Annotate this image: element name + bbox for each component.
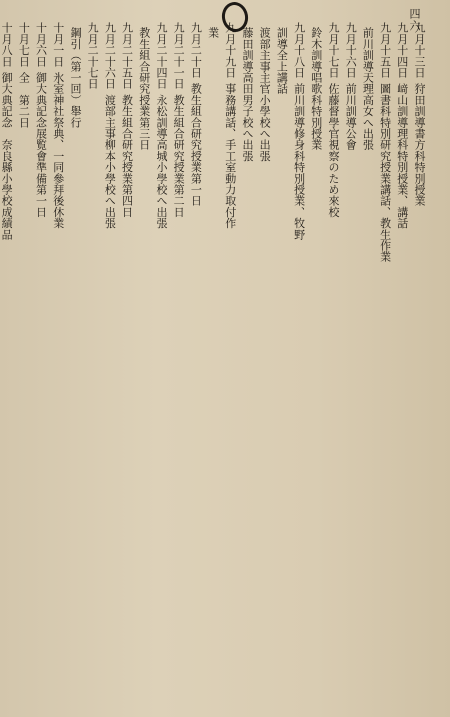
entry-text: 永松訓導高城小學校へ出張 bbox=[154, 94, 168, 229]
diary-entry bbox=[187, 22, 204, 705]
text-block-1 bbox=[0, 22, 428, 705]
entry-date: 九月十五日 bbox=[378, 22, 392, 78]
diary-entry bbox=[308, 22, 325, 705]
diary-entry bbox=[290, 22, 307, 705]
entry-text: 教生組合研究授業第三日 bbox=[137, 27, 151, 151]
entry-date: 十月一日 bbox=[51, 22, 65, 67]
entry-date: 十月六日 bbox=[34, 22, 48, 67]
entry-text: 氷室神社祭典、一同參拜後休業 bbox=[51, 71, 65, 229]
entry-text: 前川訓導修身科特別授業、牧野 bbox=[292, 83, 306, 240]
diary-entry bbox=[325, 22, 342, 705]
diary-entry bbox=[204, 22, 221, 705]
entry-date: 十月七日 bbox=[17, 22, 31, 67]
diary-entry bbox=[411, 22, 428, 705]
diary-entry bbox=[101, 22, 118, 705]
diary-entry bbox=[84, 22, 101, 705]
entry-date: 九月二十日 bbox=[189, 22, 203, 78]
diary-entry bbox=[394, 22, 411, 705]
entry-date: 九月十六日 bbox=[344, 22, 358, 78]
entry-text: 教生組合研究授業第一日 bbox=[189, 83, 203, 207]
diary-entry bbox=[273, 22, 290, 705]
diary-entry bbox=[136, 22, 153, 705]
entry-text: 圖書科特別研究授業講話、教生作業 bbox=[378, 83, 392, 263]
entry-date: 十月八日 bbox=[0, 22, 14, 67]
entry-text: 藤田訓導高田男子校へ出張 bbox=[240, 27, 254, 162]
entry-text: 教生組合研究授業第四日 bbox=[120, 94, 134, 218]
entry-text: 業 bbox=[206, 27, 220, 39]
entry-date: 九月二十一日 bbox=[172, 22, 186, 90]
entry-text: 渡部主事柳本小學校へ出張 bbox=[103, 94, 117, 229]
diary-entry bbox=[342, 22, 359, 705]
entry-text: 佐藤督學官視察のため來校 bbox=[326, 83, 340, 218]
entry-date: 九月二十七日 bbox=[86, 22, 100, 90]
diary-entry bbox=[153, 22, 170, 705]
entry-date: 九月十九日 bbox=[223, 22, 237, 78]
diary-entry bbox=[32, 22, 49, 705]
entry-date: 九月十七日 bbox=[326, 22, 340, 78]
diary-entry bbox=[170, 22, 187, 705]
page-number: 四六 bbox=[408, 8, 421, 32]
text-columns bbox=[0, 22, 428, 705]
entry-text: 狩田訓導書方科特別授業 bbox=[413, 83, 426, 207]
diary-entry bbox=[67, 22, 84, 705]
diary-entry bbox=[239, 22, 256, 705]
entry-text: 訓導全上講話 bbox=[275, 27, 289, 95]
entry-date: 九月二十四日 bbox=[154, 22, 168, 90]
diary-entry bbox=[376, 22, 393, 705]
entry-date: 九月十四日 bbox=[395, 22, 409, 78]
diary-entry bbox=[50, 22, 67, 705]
diary-entry bbox=[0, 22, 15, 705]
entry-text: 御大典記念 奈良縣小學校成績品 bbox=[0, 71, 14, 240]
diary-entry bbox=[118, 22, 135, 705]
entry-text: 教生組合研究授業第二日 bbox=[172, 94, 186, 218]
entry-text: 鋼引（第一回）舉行 bbox=[68, 27, 82, 128]
diary-entry bbox=[256, 22, 273, 705]
entry-text: 渡部主事主官小學校へ出張 bbox=[258, 27, 272, 162]
entry-text: 﨑山訓導理科特別授業、講話 bbox=[395, 83, 409, 229]
entry-text: 御大典記念展覧會準備第一日 bbox=[34, 71, 48, 218]
entry-text: 前川訓導公會 bbox=[344, 83, 358, 151]
entry-date: 九月二十五日 bbox=[120, 22, 134, 90]
diary-entry bbox=[359, 22, 376, 705]
entry-date: 九月二十六日 bbox=[103, 22, 117, 90]
entry-text: 鈴木訓導唱歌科特別授業 bbox=[309, 27, 323, 151]
entry-text: 全 第二日 bbox=[17, 71, 31, 128]
entry-text: 前川訓導天理高女へ出張 bbox=[361, 27, 375, 151]
entry-date: 九月十三日 bbox=[413, 22, 426, 78]
diary-entry bbox=[222, 22, 239, 705]
entry-text: 事務講話、手工室動力取付作 bbox=[223, 83, 237, 229]
diary-entry bbox=[15, 22, 32, 705]
entry-date: 九月十八日 bbox=[292, 22, 306, 78]
